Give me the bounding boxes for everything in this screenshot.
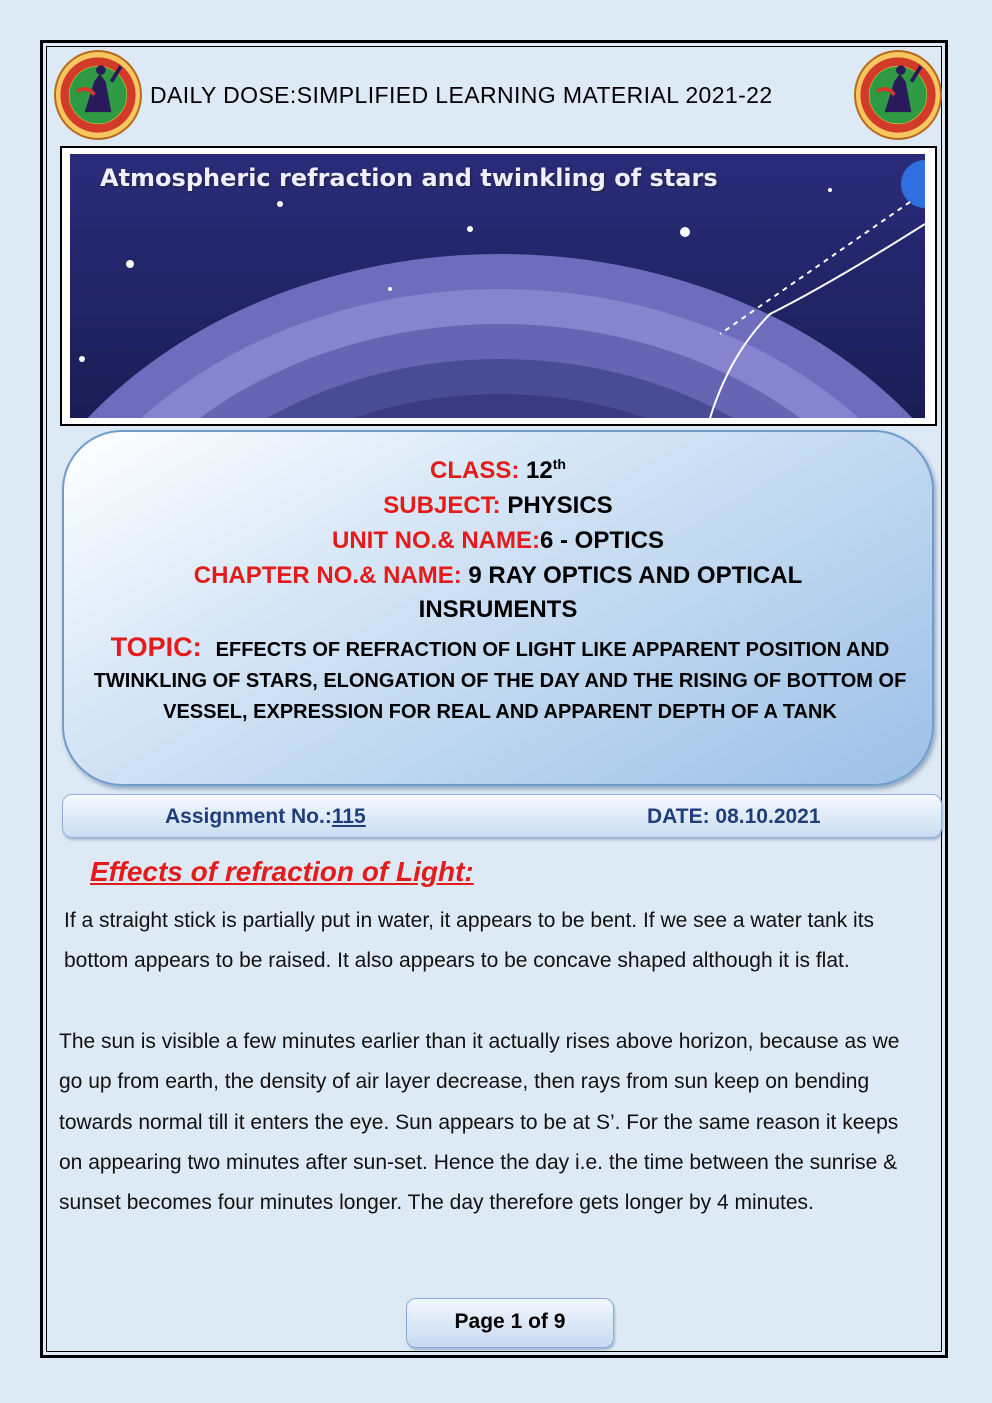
section-heading: Effects of refraction of Light: [90, 856, 474, 887]
class-info-panel [62, 430, 934, 786]
chapter-value: 9 RAY OPTICS AND OPTICAL [468, 562, 803, 589]
topic-label: TOPIC: [110, 632, 202, 662]
assignment-label: Assignment No.: [165, 805, 332, 828]
assignment-number: 115 [331, 805, 366, 828]
subject-label: SUBJECT: [383, 492, 501, 519]
page-indicator: Page 1 of 9 [406, 1298, 614, 1348]
paragraph-stick-in-water: If a straight stick is partially put in water, it appears to be bent. If we see a water tank its bottom appears to be raised. It also appears to be concave shaped although it is flat. [64, 909, 875, 973]
class-suffix: th [552, 456, 566, 472]
banner-image [70, 154, 925, 418]
topic-value: EFFECTS OF REFRACTION OF LIGHT LIKE APPARENT POSITION AND TWINKLING OF STARS, ELONGATION OF THE DAY AND THE RISING OF BOTTOM OF VESSEL, EXPRESSION FOR REAL AND APPARENT DEPTH OF A TANK [93, 639, 907, 723]
unit-line [64, 527, 932, 555]
unit-value: 6 - OPTICS [539, 527, 664, 554]
chapter-line [64, 562, 932, 590]
class-label: CLASS: [430, 457, 520, 484]
chapter-line-continued: INSRUMENTS [418, 596, 578, 623]
class-value: 12 [526, 457, 553, 484]
school-logo-icon [54, 50, 142, 140]
topic-block [84, 632, 916, 728]
subject-value: PHYSICS [507, 492, 613, 519]
school-logo-icon [854, 50, 942, 140]
banner-caption: Atmospheric refraction and twinkling of stars [100, 164, 718, 192]
chapter-label: CHAPTER NO.& NAME: [193, 562, 462, 589]
assignment-bar [62, 794, 942, 838]
assignment-date: DATE: 08.10.2021 [647, 805, 821, 828]
subject-line [64, 492, 932, 520]
assignment-label-group [165, 805, 366, 829]
header-title: DAILY DOSE:SIMPLIFIED LEARNING MATERIAL 2021-22 [150, 82, 773, 108]
paragraph-sunrise: The sun is visible a few minutes earlier than it actually rises above horizon, because as we go up from earth, the density of air layer decrease, then rays from sun keep on bending towards normal till it enters the eye. Sun appears to be at S’. For the same reason it keeps on appearing two minutes after sun-set. Hence the day i.e. the time between the sunrise & sunset becomes four minutes longer. The day therefore gets longer by 4 minutes. [59, 1030, 900, 1215]
class-line [64, 456, 932, 485]
unit-label: UNIT NO.& NAME: [331, 527, 540, 554]
